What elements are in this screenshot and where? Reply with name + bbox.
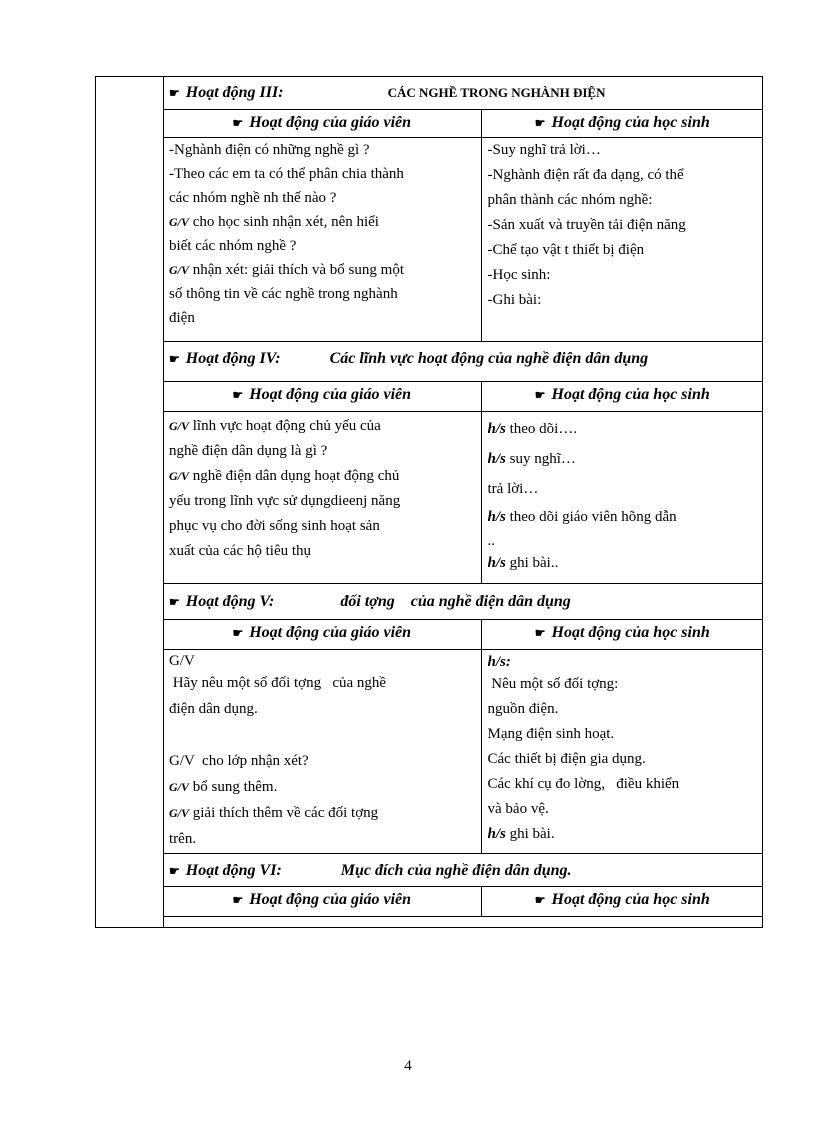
gv-prefix: G/V (169, 779, 190, 794)
line: phân thành các nhóm nghề: (487, 191, 653, 208)
gv-prefix: G/V (169, 468, 190, 483)
student-cell (481, 649, 763, 853)
line: G/V lĩnh vực hoạt động chủ yếu của (169, 417, 381, 434)
line: nghề điện dân dụng là gì ? (169, 442, 328, 459)
line: trả lời… (487, 480, 539, 497)
hs-prefix: h/s: (487, 653, 511, 670)
section-header-row (163, 853, 763, 886)
hs-prefix: h/s (487, 825, 506, 842)
line: G/V (169, 652, 195, 669)
line: G/V bổ sung thêm. (169, 778, 278, 795)
line: -Sản xuất và truyền tải điện năng (487, 216, 686, 233)
hs-prefix: h/s (487, 554, 506, 571)
hs-prefix: h/s (487, 508, 506, 525)
content-row (163, 411, 763, 583)
hand-pointer-icon: ☛ (534, 115, 546, 130)
line: h/s theo dõi…. (487, 420, 578, 437)
teacher-cell (163, 411, 481, 583)
lesson-table-container (163, 76, 763, 917)
student-header: Hoạt động của học sinh (551, 385, 710, 403)
line: h/s theo dõi giáo viên hõng dẫn (487, 508, 677, 525)
gv-prefix: G/V (169, 262, 190, 277)
gv-prefix: G/V (169, 214, 190, 229)
column-header-row (163, 619, 763, 649)
teacher-cell (163, 649, 481, 853)
section-header-row (163, 583, 763, 619)
line: Hãy nêu một số đối tợng của nghề (169, 674, 387, 691)
hs-prefix: h/s (487, 420, 506, 437)
page-number: 4 (404, 1058, 412, 1074)
line: .. (487, 532, 495, 549)
hand-pointer-icon: ☛ (232, 625, 244, 640)
line: Nêu một số đối tợng: (487, 675, 619, 692)
lesson-table (163, 76, 763, 917)
line: trên. (169, 830, 197, 847)
section-label: Hoạt động V: (185, 592, 275, 610)
content-row (163, 649, 763, 853)
line: G/V cho học sinh nhận xét, nên hiểi (169, 213, 379, 230)
student-cell (481, 137, 763, 341)
column-header-row (163, 381, 763, 411)
hand-pointer-icon: ☛ (169, 863, 180, 878)
line: yếu trong lĩnh vực sử dụngdieenj năng (169, 492, 401, 509)
hand-pointer-icon: ☛ (534, 387, 546, 402)
hand-pointer-icon: ☛ (169, 594, 180, 609)
section-title: đối tợng của nghề điện dân dụng (340, 592, 571, 610)
column-header-row (163, 886, 763, 916)
hand-pointer-icon: ☛ (169, 86, 180, 100)
line: -Chế tạo vật t thiết bị điện (487, 241, 645, 258)
student-header: Hoạt động của học sinh (551, 623, 710, 641)
line: -Suy nghĩ trả lời… (487, 141, 601, 158)
section-title: Các lĩnh vực hoạt động của nghề điện dân dụng (329, 349, 649, 367)
student-header: Hoạt động của học sinh (551, 113, 710, 131)
teacher-header: Hoạt động của giáo viên (249, 623, 412, 641)
teacher-cell (163, 137, 481, 341)
section-title: Mục đích của nghề điện dân dụng. (340, 861, 572, 879)
line: G/V nhận xét: giải thích và bổ sung một (169, 261, 404, 278)
gv-prefix: G/V (169, 805, 190, 820)
line: -Nghành điện rất đa dạng, có thể (487, 166, 684, 183)
line: nguồn điện. (487, 700, 559, 717)
student-header: Hoạt động của học sinh (551, 890, 710, 908)
line: Mạng điện sinh hoạt. (487, 725, 615, 742)
teacher-header: Hoạt động của giáo viên (249, 113, 412, 131)
line: h/s ghi bài. (487, 825, 555, 842)
line: Các thiết bị điện gia dụng. (487, 750, 646, 767)
line: và bảo vệ. (487, 800, 549, 817)
hand-pointer-icon: ☛ (232, 892, 244, 907)
line: biết các nhóm nghề ? (169, 237, 297, 254)
section-header-row (163, 76, 763, 109)
hand-pointer-icon: ☛ (232, 387, 244, 402)
line: điện (169, 309, 195, 326)
hand-pointer-icon: ☛ (169, 351, 180, 366)
hand-pointer-icon: ☛ (534, 625, 546, 640)
student-cell (481, 411, 763, 583)
line: -Nghành điện có những nghề gì ? (169, 141, 370, 158)
line: Các khí cụ đo lờng, điều khiển (487, 775, 680, 792)
line: h/s ghi bài.. (487, 554, 559, 571)
line: G/V giải thích thêm về các đối tợng (169, 804, 379, 821)
teacher-header: Hoạt động của giáo viên (249, 385, 412, 403)
line: G/V cho lớp nhận xét? (169, 752, 309, 769)
section-label: Hoạt động VI: (185, 861, 282, 879)
section-label: Hoạt động IV: (185, 349, 281, 367)
line: -Ghi bài: (487, 291, 542, 308)
hand-pointer-icon: ☛ (232, 115, 244, 130)
hand-pointer-icon: ☛ (534, 892, 546, 907)
line (488, 652, 758, 672)
line: h/s suy nghĩ… (487, 450, 576, 467)
section-label: Hoạt động III: (185, 84, 284, 101)
gv-prefix: G/V (169, 418, 190, 433)
hs-prefix: h/s (487, 450, 506, 467)
section-header-row (163, 341, 763, 381)
line: điện dân dụng. (169, 700, 258, 717)
line: -Học sinh: (487, 266, 551, 283)
line: số thông tin về các nghề trong nghành (169, 285, 398, 302)
line: xuất của các hộ tiêu thụ (169, 542, 312, 559)
teacher-header: Hoạt động của giáo viên (249, 890, 412, 908)
section-title: CÁC NGHỀ TRONG NGHÀNH ĐIỆN (387, 85, 606, 100)
content-row (163, 137, 763, 341)
line (169, 722, 475, 748)
column-header-row (163, 109, 763, 137)
line: phục vụ cho đời sống sinh hoạt sản (169, 517, 380, 534)
line: các nhóm nghề nh thế nào ? (169, 189, 337, 206)
line: -Theo các em ta có thể phân chia thành (169, 165, 404, 182)
line: G/V nghề điện dân dụng hoạt động chủ (169, 467, 400, 484)
